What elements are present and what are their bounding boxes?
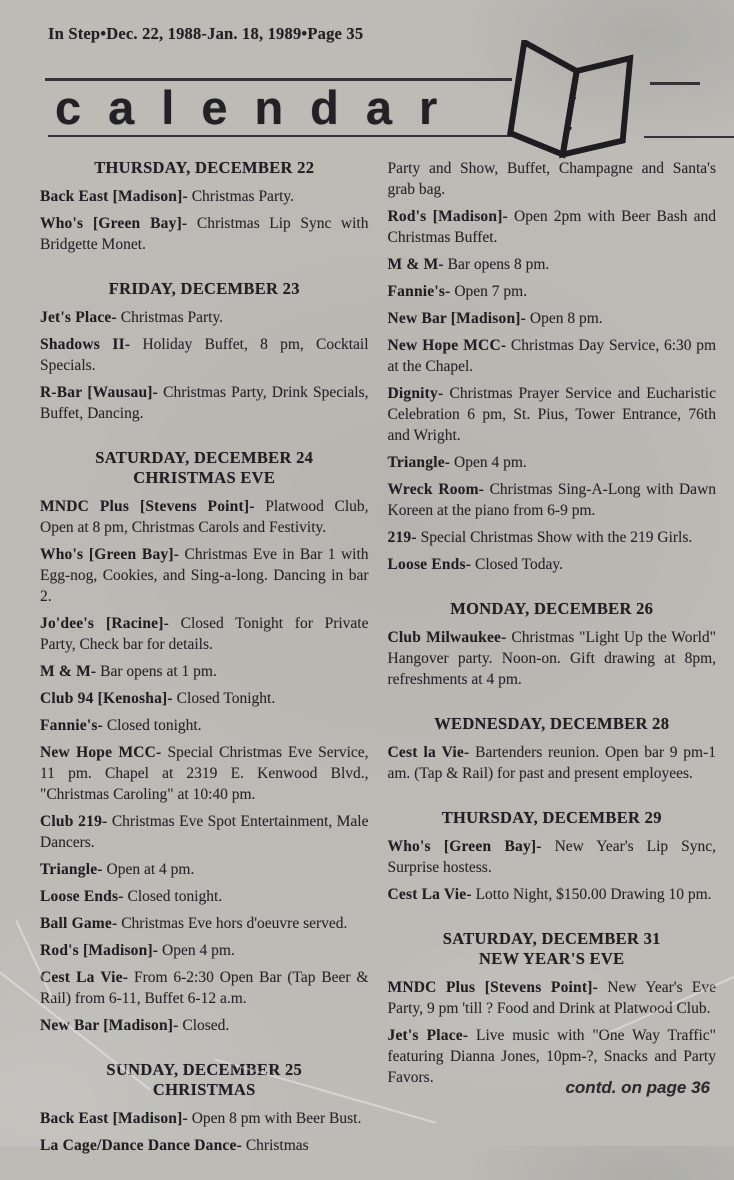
event-text: Christmas Party. — [120, 309, 224, 326]
event-item — [388, 977, 717, 1019]
venue-name: M & M- — [40, 663, 97, 680]
event-text: Closed tonight. — [106, 717, 202, 734]
event-item — [388, 281, 717, 302]
venue-name: MNDC Plus [Stevens Point]- — [387, 979, 598, 996]
venue-name: 219- — [387, 529, 417, 546]
continued-note: contd. on page 36 — [565, 1078, 710, 1097]
title-rule-bottom — [48, 135, 512, 137]
section-heading: FRIDAY, DECEMBER 23 — [108, 279, 300, 298]
event-text: Party and Show, Buffet, Champagne and Santa's grab bag. — [387, 160, 716, 198]
event-item — [40, 307, 369, 328]
venue-name: Jet's Place- — [40, 309, 117, 326]
event-text: Christmas — [245, 1137, 309, 1154]
venue-name: Who's [Green Bay]- — [40, 546, 180, 563]
venue-name: Cest La Vie- — [387, 886, 472, 903]
venue-name: Wreck Room- — [387, 481, 485, 498]
event-text: Holiday Buffet, 8 pm, Cocktail Specials. — [40, 336, 369, 374]
calendar-section — [388, 599, 717, 690]
event-item — [40, 940, 369, 961]
venue-name: Fannie's- — [387, 283, 451, 300]
section-heading: WEDNESDAY, DECEMBER 28 — [434, 714, 670, 733]
event-item — [40, 688, 369, 709]
event-item — [388, 254, 717, 275]
event-item — [40, 186, 369, 207]
venue-name: Fannie's- — [40, 717, 103, 734]
event-text: Live music with "One Way Traffic" featuring Dianna Jones, 10pm-?, Snacks and Party Favors. — [387, 1027, 716, 1086]
event-text: New Year's Lip Sync, Surprise hostess. — [387, 838, 717, 876]
event-text: Closed Tonight. — [176, 690, 276, 707]
calendar-section — [40, 1060, 369, 1156]
title-rule-top-right — [650, 82, 700, 85]
venue-name: La Cage/Dance Dance Dance- — [40, 1137, 242, 1154]
event-text: Lotto Night, $150.00 Drawing 10 pm. — [475, 886, 712, 903]
section-heading: SUNDAY, DECEMBER 25 — [106, 1060, 303, 1079]
venue-name: Triangle- — [387, 454, 451, 471]
event-text: Open 8 pm. — [529, 310, 603, 327]
event-item — [40, 1108, 369, 1129]
venue-name: New Bar [Madison]- — [387, 310, 526, 327]
section-heading: MONDAY, DECEMBER 26 — [450, 599, 654, 618]
venue-name: Jet's Place- — [387, 1027, 469, 1044]
section-subheading: CHRISTMAS EVE — [133, 468, 276, 487]
event-item — [40, 742, 369, 805]
event-item — [40, 334, 369, 376]
event-text: Christmas Lip Sync with Bridgette Monet. — [40, 215, 369, 253]
masthead: In Step•Dec. 22, 1988-Jan. 18, 1989•Page 35 — [48, 24, 364, 43]
venue-name: Back East [Madison]- — [40, 188, 188, 205]
event-item — [388, 383, 717, 446]
section-heading: THURSDAY, DECEMBER 29 — [441, 808, 662, 827]
event-item — [388, 836, 717, 878]
event-item — [40, 661, 369, 682]
calendar-columns — [40, 158, 716, 1180]
event-item — [40, 811, 369, 853]
event-text: Christmas Eve hors d'oeuvre served. — [121, 915, 348, 932]
venue-name: Who's [Green Bay]- — [40, 215, 188, 232]
venue-name: Jo'dee's [Racine]- — [40, 615, 169, 632]
event-text: Open 2pm with Beer Bash and Christmas Buffet. — [387, 208, 716, 246]
event-text: Open 4 pm. — [454, 454, 527, 471]
event-item — [388, 452, 717, 473]
event-text: New Year's Eve Party, 9 pm 'till ? Food and Drink at Platwood Club. — [387, 979, 717, 1017]
venue-name: Shadows II- — [40, 336, 131, 353]
venue-name: Cest la Vie- — [387, 744, 470, 761]
event-item — [388, 335, 717, 377]
right-column — [388, 158, 717, 1180]
section-subheading: CHRISTMAS — [152, 1080, 256, 1099]
venue-name: Triangle- — [40, 861, 103, 878]
event-text: Christmas "Light Up the World" Hangover party. Noon-on. Gift drawing at 8pm, refreshments at 4 pm. — [387, 629, 716, 688]
event-item — [40, 213, 369, 255]
event-text: Platwood Club, Open at 8 pm, Christmas Carols and Festivity. — [40, 498, 369, 536]
venue-name: Club 219- — [40, 813, 108, 830]
event-item — [388, 884, 717, 905]
calendar-section — [40, 279, 369, 424]
event-text: Bar opens at 1 pm. — [100, 663, 217, 680]
calendar-section — [388, 714, 717, 784]
event-item — [40, 496, 369, 538]
event-text: Christmas Prayer Service and Eucharistic Celebration 6 pm, St. Pius, Tower Entrance, 76th and Wright. — [387, 385, 716, 444]
event-text: Open 7 pm. — [454, 283, 528, 300]
venue-name: Club 94 [Kenosha]- — [40, 690, 173, 707]
venue-name: Who's [Green Bay]- — [387, 838, 542, 855]
event-item — [388, 158, 717, 200]
section-subheading: NEW YEAR'S EVE — [479, 949, 625, 968]
event-text: Christmas Sing-A-Long with Dawn Koreen at the piano from 6-9 pm. — [387, 481, 717, 519]
page-title: calendar — [55, 81, 465, 134]
event-text: Christmas Day Service, 6:30 pm at the Chapel. — [387, 337, 717, 375]
open-magazine-icon — [505, 40, 643, 162]
venue-name: New Bar [Madison]- — [40, 1017, 179, 1034]
event-text: Christmas Party, Drink Specials, Buffet, Dancing. — [40, 384, 369, 422]
event-text: From 6-2:30 Open Bar (Tap Beer & Rail) from 6-11, Buffet 6-12 a.m. — [40, 969, 369, 1007]
left-column — [40, 158, 369, 1180]
section-heading: SATURDAY, DECEMBER 24 — [95, 448, 314, 467]
venue-name: Back East [Madison]- — [40, 1110, 188, 1127]
event-text: Bar opens 8 pm. — [447, 256, 550, 273]
venue-name: Dignity- — [387, 385, 444, 402]
event-item — [40, 1015, 369, 1036]
event-text: Christmas Party. — [191, 188, 295, 205]
event-text: Special Christmas Eve Service, 11 pm. Chapel at 2319 E. Kenwood Blvd., "Christmas Caroling" at 10:40 pm. — [40, 744, 369, 803]
event-item — [40, 886, 369, 907]
event-text: Christmas Eve in Bar 1 with Egg-nog, Cookies, and Sing-a-long. Dancing in bar 2. — [40, 546, 369, 605]
event-item — [40, 913, 369, 934]
title-rule-bottom-right — [644, 136, 734, 138]
venue-name: Ball Game- — [40, 915, 118, 932]
section-heading: THURSDAY, DECEMBER 22 — [94, 158, 315, 177]
venue-name: Rod's [Madison]- — [40, 942, 159, 959]
event-item — [388, 554, 717, 575]
event-item — [40, 382, 369, 424]
event-text: Christmas Eve Spot Entertainment, Male Dancers. — [40, 813, 369, 851]
event-text: Closed Tonight for Private Party, Check bar for details. — [40, 615, 369, 653]
event-text: Closed. — [182, 1017, 230, 1034]
event-item — [40, 613, 369, 655]
event-item — [40, 715, 369, 736]
calendar-section — [40, 158, 369, 255]
venue-name: MNDC Plus [Stevens Point]- — [40, 498, 255, 515]
event-text: Open 8 pm with Beer Bust. — [191, 1110, 362, 1127]
event-item — [40, 544, 369, 607]
event-text: Open 4 pm. — [162, 942, 235, 959]
venue-name: Rod's [Madison]- — [387, 208, 508, 225]
event-text: Special Christmas Show with the 219 Girls. — [420, 529, 693, 546]
event-text: Closed Today. — [474, 556, 564, 573]
venue-name: R-Bar [Wausau]- — [40, 384, 159, 401]
event-item — [388, 479, 717, 521]
event-item — [40, 967, 369, 1009]
section-heading: SATURDAY, DECEMBER 31 — [442, 929, 661, 948]
calendar-section — [388, 808, 717, 905]
calendar-section — [388, 929, 717, 1088]
calendar-section — [40, 448, 369, 1036]
event-item — [388, 527, 717, 548]
venue-name: Club Milwaukee- — [387, 629, 507, 646]
event-item — [388, 627, 717, 690]
event-item — [40, 859, 369, 880]
event-item — [388, 308, 717, 329]
venue-name: M & M- — [387, 256, 444, 273]
venue-name: Cest La Vie- — [40, 969, 129, 986]
event-text: Closed tonight. — [127, 888, 223, 905]
venue-name: Loose Ends- — [387, 556, 472, 573]
event-item — [388, 206, 717, 248]
venue-name: New Hope MCC- — [387, 337, 507, 354]
calendar-section — [388, 158, 717, 575]
venue-name: Loose Ends- — [40, 888, 124, 905]
venue-name: New Hope MCC- — [40, 744, 162, 761]
event-text: Bartenders reunion. Open bar 9 pm-1 am. (Tap & Rail) for past and present employees. — [387, 744, 716, 782]
event-text: Open at 4 pm. — [106, 861, 195, 878]
event-item — [388, 742, 717, 784]
